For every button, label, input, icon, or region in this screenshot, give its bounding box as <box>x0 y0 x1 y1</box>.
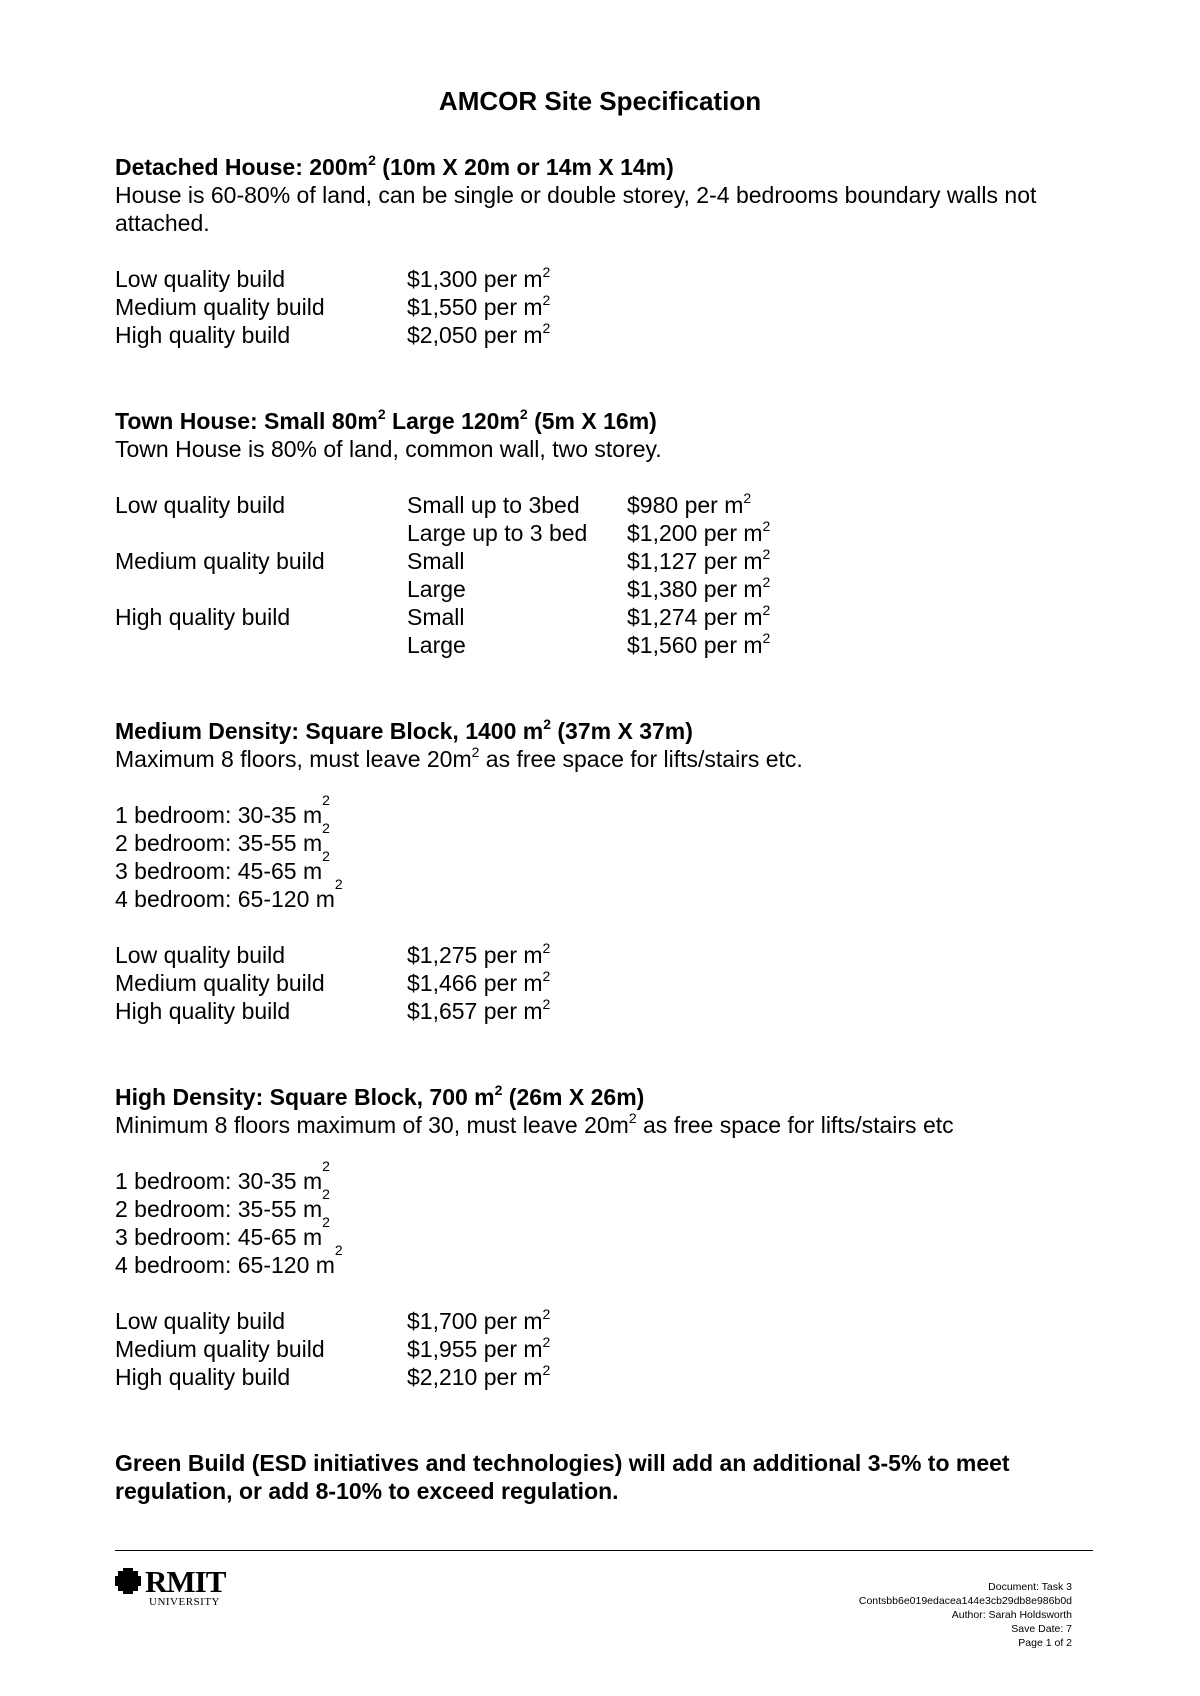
medium-density-description: Maximum 8 floors, must leave $20m^2$ as free space for lifts/stairs etc. <box>115 744 803 772</box>
price-row: Low quality build Small up to 3bed $980 per $m^2$ <box>115 490 752 518</box>
bedroom-size-row: 1 bedroom: 30-35 m $^2$ <box>115 792 330 828</box>
price-row: Medium quality build $1,955 per $m^2$ <box>115 1334 551 1362</box>
page-title: AMCOR Site Specification <box>438 86 762 116</box>
price-row: Medium quality build $1,466 per $m^2$ <box>115 968 551 996</box>
price-row: Low quality build $1,300 per $m^2$ <box>115 264 551 292</box>
green-build-note: Green Build (ESD initiatives and technologies) will add an additional 3-5% to meet regulation, or add 8-10% to exceed regulation. <box>115 1450 1010 1504</box>
price-row: Medium quality build Small $1,127 per $m^2$ <box>115 546 771 574</box>
detached-house-description: House is 60-80% of land, can be single or double storey, 2-4 bedrooms boundary walls not attached. <box>115 182 1037 236</box>
price-row: High quality build $1,657 per $m^2$ <box>115 996 551 1024</box>
price-row: Medium quality build $1,550 per $m^2$ <box>115 292 551 320</box>
bedroom-size-row: 4 bedroom: 65-120 m $^2$ <box>115 876 343 912</box>
high-density-heading: High Density: Square Block, 700 $m^2$ (26m X 26m) <box>115 1082 645 1110</box>
price-row: Low quality build $1,275 per $m^2$ <box>115 940 551 968</box>
high-density-section <box>115 1083 1095 1391</box>
price-row: High quality build Small $1,274 per $m^2$ <box>115 602 771 630</box>
price-row: Low quality build $1,700 per $m^2$ <box>115 1306 551 1334</box>
doc-info-line: Contsbb6e019edacea144e3cb29db8e986b0d <box>858 1595 1072 1607</box>
bedroom-size-row: 3 bedroom: 45-65 m $^2$ <box>115 848 330 884</box>
detached-house-section <box>115 153 1095 349</box>
rmit-logo <box>115 1566 235 1608</box>
price-row: Large up to 3 bed $1,200 per $m^2$ <box>407 518 771 546</box>
high-density-description: Minimum 8 floors maximum of 30, must leave $20m^2$ as free space for lifts/stairs etc <box>115 1110 954 1138</box>
logo-wordmark: RMIT <box>145 1564 226 1599</box>
document-body <box>115 153 1095 1505</box>
bedroom-size-row: 3 bedroom: 45-65 m $^2$ <box>115 1214 330 1250</box>
bedroom-size-row: 2 bedroom: 35-55 m $^2$ <box>115 820 330 856</box>
footer-divider <box>115 1550 1093 1551</box>
town-house-description: Town House is 80% of land, common wall, two storey. <box>115 436 662 462</box>
bedroom-size-row: 1 bedroom: 30-35 m $^2$ <box>115 1158 330 1194</box>
price-row: High quality build $2,050 per $m^2$ <box>115 320 551 348</box>
medium-density-heading: Medium Density: Square Block, 1400 $m^2$ (37m X 37m) <box>115 716 693 744</box>
document-info <box>859 1580 1072 1650</box>
price-row: Large $1,560 per $m^2$ <box>407 630 771 658</box>
detached-house-heading: Detached House: $200m^2$ (10m X 20m or 14m X 14m) <box>115 152 674 180</box>
town-house-heading: Town House: Small $80m^2$ Large $120m^2$ (5m X 16m) <box>115 406 657 434</box>
logo-subtitle: UNIVERSITY <box>149 1596 220 1608</box>
doc-info-line: Save Date: 7 <box>1011 1623 1072 1635</box>
price-row: Large $1,380 per $m^2$ <box>407 574 771 602</box>
medium-density-section <box>115 717 1095 1025</box>
bedroom-size-row: 2 bedroom: 35-55 m $^2$ <box>115 1186 330 1222</box>
rmit-pixel-mark-icon <box>115 1568 141 1594</box>
doc-info-line: Author: Sarah Holdsworth <box>951 1609 1072 1621</box>
town-house-section <box>115 407 1095 659</box>
doc-info-line: Page 1 of 2 <box>1018 1637 1072 1649</box>
doc-info-line: Document: Task 3 <box>988 1581 1072 1593</box>
price-row: High quality build $2,210 per $m^2$ <box>115 1362 551 1390</box>
bedroom-size-row: 4 bedroom: 65-120 m $^2$ <box>115 1242 343 1278</box>
